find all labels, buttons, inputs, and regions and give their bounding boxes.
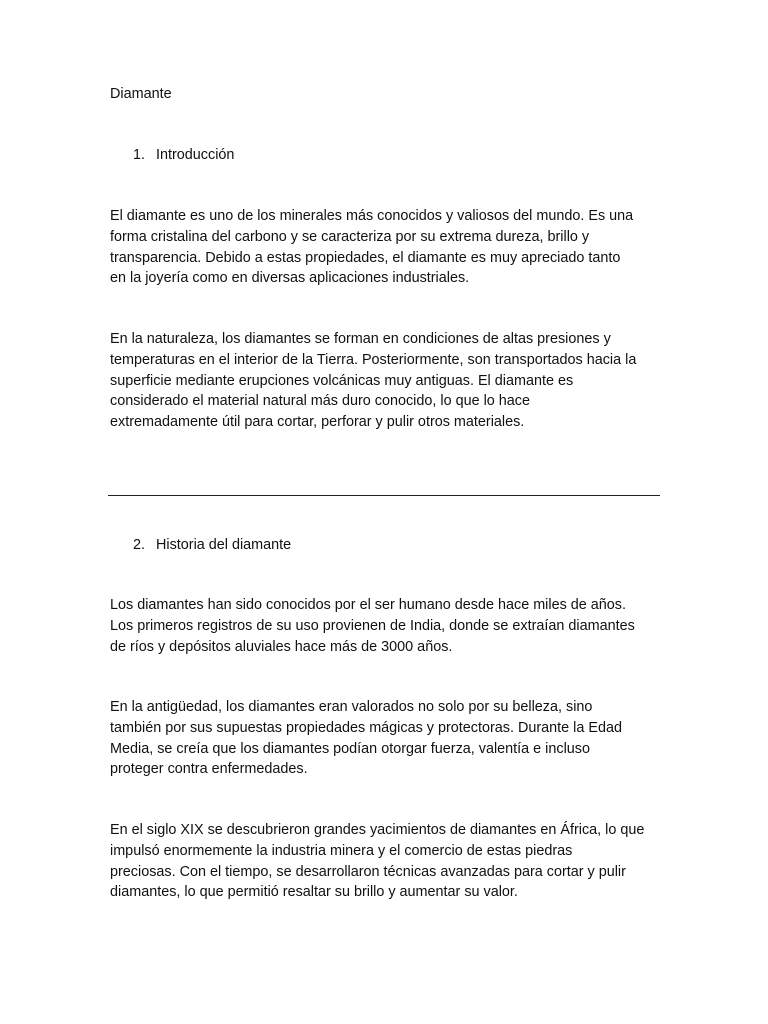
paragraph-line: El diamante es uno de los minerales más conocidos y valiosos del mundo. Es una	[110, 208, 634, 224]
paragraph-line: considerado el material natural más duro conocido, lo que lo hace	[110, 393, 530, 410]
paragraph-line: diamantes, lo que permitió resaltar su brillo y aumentar su valor.	[110, 884, 518, 901]
paragraph-line: en la joyería como en diversas aplicaciones industriales.	[110, 270, 470, 287]
section-number: 2.	[133, 537, 146, 553]
paragraph	[110, 820, 670, 903]
section-heading-text: Introducción	[156, 147, 235, 163]
paragraph-line: En el siglo XIX se descubrieron grandes yacimientos de diamantes en África, lo que	[110, 822, 645, 838]
document-title: Diamante	[110, 86, 172, 102]
paragraph-line: Los primeros registros de su uso provienen de India, donde se extraían diamantes	[110, 617, 635, 634]
paragraph-line: superficie mediante erupciones volcánicas muy antiguas. El diamante es	[110, 372, 574, 389]
paragraph-line: forma cristalina del carbono y se caracteriza por su extrema dureza, brillo y	[110, 228, 590, 245]
section-heading-introduccion	[133, 145, 234, 166]
horizontal-divider	[108, 495, 660, 496]
paragraph-line: Media, se creía que los diamantes podían otorgar fuerza, valentía e incluso	[110, 740, 590, 757]
paragraph	[110, 595, 670, 657]
paragraph	[110, 697, 670, 780]
paragraph-line: impulsó enormemente la industria minera y el comercio de estas piedras	[110, 842, 573, 859]
paragraph-line: Los diamantes han sido conocidos por el ser humano desde hace miles de años.	[110, 597, 626, 613]
paragraph-line: de ríos y depósitos aluviales hace más de 3000 años.	[110, 638, 453, 655]
section-heading-historia	[133, 535, 291, 556]
paragraph-line: En la antigüedad, los diamantes eran valorados no solo por su belleza, sino	[110, 699, 593, 715]
paragraph	[110, 206, 670, 289]
paragraph-line: En la naturaleza, los diamantes se forman en condiciones de altas presiones y	[110, 331, 611, 347]
paragraph-line: proteger contra enfermedades.	[110, 761, 308, 778]
paragraph-line: extremadamente útil para cortar, perforar y pulir otros materiales.	[110, 414, 525, 431]
section-heading-text: Historia del diamante	[156, 537, 292, 553]
paragraph-line: temperaturas en el interior de la Tierra. Posteriormente, son transportados hacia la	[110, 351, 637, 368]
paragraph-line: también por sus supuestas propiedades mágicas y protectoras. Durante la Edad	[110, 719, 622, 736]
section-number: 1.	[133, 147, 146, 163]
paragraph-line: preciosas. Con el tiempo, se desarrollaron técnicas avanzadas para cortar y pulir	[110, 863, 626, 880]
paragraph-line: transparencia. Debido a estas propiedades, el diamante es muy apreciado tanto	[110, 249, 621, 266]
paragraph	[110, 329, 670, 433]
